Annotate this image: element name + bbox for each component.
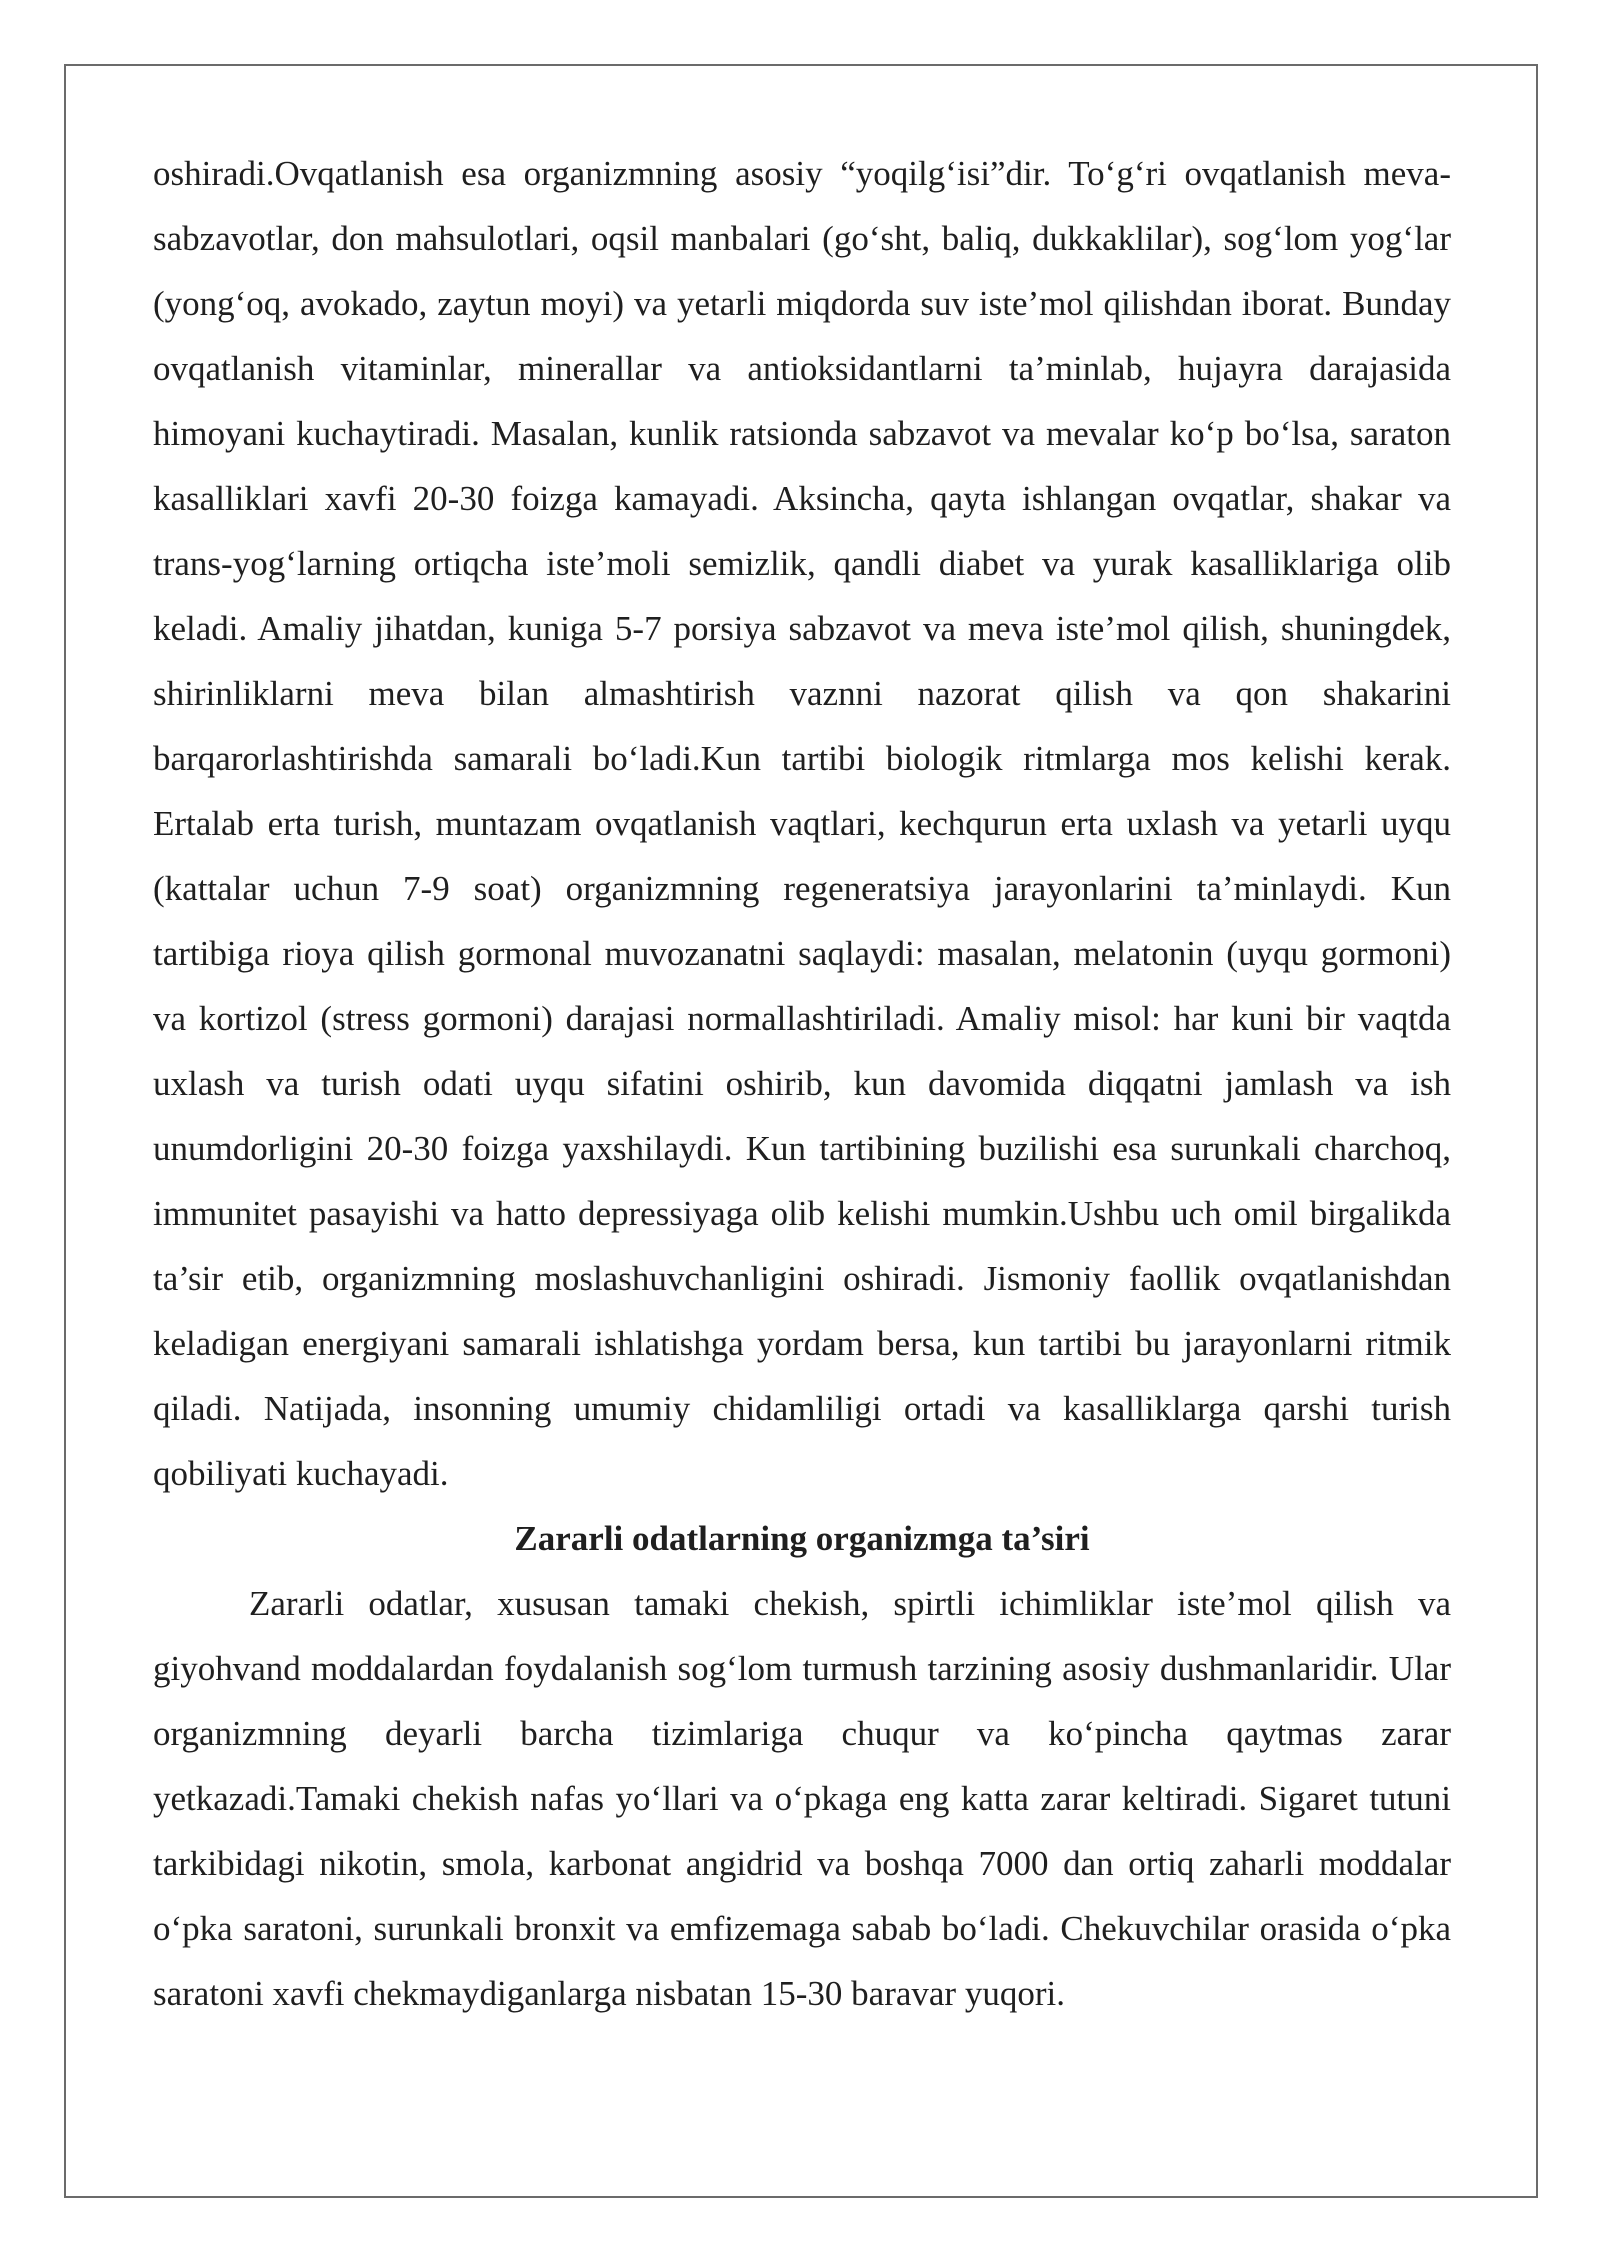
section-heading: Zararli odatlarning organizmga ta’siri: [514, 1519, 1090, 1558]
body-paragraph: Zararli odatlar, xususan tamaki chekish, spirtli ichimliklar iste’mol qilish va giyohvand moddalardan foydalanish sog‘lom turmush tarzining asosiy dushmanlaridir. Ular organizmning deyarli barcha tizimlariga chuqur va ko‘pincha qaytmas zarar yetkazadi.Tamaki chekish nafas yo‘llari va o‘pkaga eng katta zarar keltiradi. Sigaret tutuni tarkibidagi nikotin, smola, karbonat angidrid va boshqa 7000 dan ortiq zaharli moddalar o‘pka saratoni, surunkali bronxit va emfizemaga sabab bo‘ladi. Chekuvchilar orasida o‘pka saratoni xavfi chekmaydiganlarga nisbatan 15-30 baravar yuqori.: [153, 1584, 1451, 2013]
body-paragraph: oshiradi.Ovqatlanish esa organizmning asosiy “yoqilg‘isi”dir. To‘g‘ri ovqatlanish meva-sabzavotlar, don mahsulotlari, oqsil manbalari (go‘sht, baliq, dukkaklilar), sog‘lom yog‘lar (yong‘oq, avokado, zaytun moyi) va yetarli miqdorda suv iste’mol qilishdan iborat. Bunday ovqatlanish vitaminlar, minerallar va antioksidantlarni ta’minlab, hujayra darajasida himoyani kuchaytiradi. Masalan, kunlik ratsionda sabzavot va mevalar ko‘p bo‘lsa, saraton kasalliklari xavfi 20-30 foizga kamayadi. Aksincha, qayta ishlangan ovqatlar, shakar va trans-yog‘larning ortiqcha iste’moli semizlik, qandli diabet va yurak kasalliklariga olib keladi. Amaliy jihatdan, kuniga 5-7 porsiya sabzavot va meva iste’mol qilish, shuningdek, shirinliklarni meva bilan almashtirish vaznni nazorat qilish va qon shakarini barqarorlashtirishda samarali bo‘ladi.Kun tartibi biologik ritmlarga mos kelishi kerak. Ertalab erta turish, muntazam ovqatlanish vaqtlari, kechqurun erta uxlash va yetarli uyqu (kattalar uchun 7-9 soat) organizmning regeneratsiya jarayonlarini ta’minlaydi. Kun tartibiga rioya qilish gormonal muvozanatni saqlaydi: masalan, melatonin (uyqu gormoni) va kortizol (stress gormoni) darajasi normallashtiriladi. Amaliy misol: har kuni bir vaqtda uxlash va turish odati uyqu sifatini oshirib, kun davomida diqqatni jamlash va ish unumdorligini 20-30 foizga yaxshilaydi. Kun tartibining buzilishi esa surunkali charchoq, immunitet pasayishi va hatto depressiyaga olib kelishi mumkin.Ushbu uch omil birgalikda ta’sir etib, organizmning moslashuvchanligini oshiradi. Jismoniy faollik ovqatlanishdan keladigan energiyani samarali ishlatishga yordam bersa, kun tartibi bu jarayonlarni ritmik qiladi. Natijada, insonning umumiy chidamliligi ortadi va kasalliklarga qarshi turish qobiliyati kuchayadi.: [153, 154, 1451, 1493]
document-body: [153, 141, 1451, 2026]
